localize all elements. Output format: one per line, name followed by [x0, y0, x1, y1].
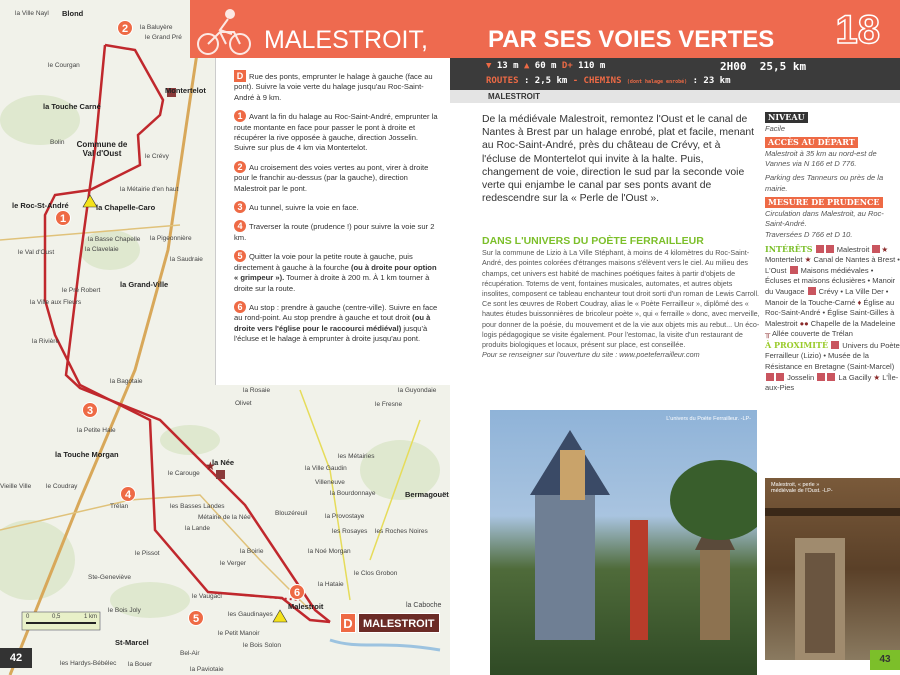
proximite-item: Univers du Poète Ferrailleur (Lizio) • Musée de la Résistance en Bretagne (Saint-Marcel)	[765, 340, 900, 372]
up-arrow-icon: ▲	[523, 61, 530, 71]
step-text: Traverser la route (prudence !) pour suivre la voie sur 2 km.	[234, 222, 435, 242]
map-label: Malestroit	[288, 602, 324, 611]
routes-value: : 2,5 km	[523, 76, 568, 86]
castle-icon	[766, 373, 774, 381]
map-label: la Petite Haie	[77, 427, 116, 434]
route-number: 18	[835, 8, 880, 52]
map-label: la Noé Morgan	[308, 548, 351, 555]
map-label: le Grand Pré	[145, 34, 182, 41]
castle-icon	[816, 245, 824, 253]
title-left: MALESTROIT,	[264, 26, 428, 54]
manor-icon	[808, 287, 816, 295]
step-marker: 3	[234, 201, 246, 213]
map-label: la Baluyère	[140, 24, 173, 31]
map-label: les Hardys-Bébélec	[60, 660, 117, 667]
info-sidebar	[765, 112, 900, 394]
map-label: la Chapelle-Caro	[96, 203, 156, 212]
proximite-list	[765, 340, 900, 394]
map-label: Blond	[62, 9, 84, 18]
castle-icon	[817, 373, 825, 381]
title-right: PAR SES VOIES VERTES	[488, 26, 775, 53]
acces-text: Malestroit à 35 km au nord-est de Vannes via N 166 et D 776.	[765, 148, 877, 169]
map-label: le Roc-St-André	[12, 201, 69, 210]
map-label: le Clos Grobon	[354, 570, 398, 577]
start-marker: D	[340, 613, 356, 633]
step	[234, 110, 438, 154]
warning-icon	[273, 610, 287, 622]
step-option: (ou à droite pour option « grimpeur »).	[234, 262, 437, 283]
scale-label: 1 km	[84, 614, 98, 620]
star-icon: ★	[873, 372, 881, 382]
manor-icon	[776, 373, 784, 381]
prudence-label: MESURE DE PRUDENCE	[765, 197, 883, 208]
step-text: Avant la fin du halage au Roc-Saint-André, emprunter la route montante en face pour passer le pont à droite et récupérer la rive opposée à gauche, direction Josselin. Suivre sur plus de 4 km via Montertelot.	[234, 112, 438, 153]
step-marker-6: 6	[289, 584, 305, 600]
step	[234, 301, 438, 345]
map-label: le Pissot	[135, 550, 160, 557]
photo-houses	[490, 410, 757, 675]
interet-item: Chapelle de la Madeleine	[810, 318, 896, 328]
proximite-item: Josselin	[787, 372, 815, 382]
interets-list	[765, 244, 900, 340]
photo-caption: L'univers du Poète Ferrailleur. -LP-	[666, 416, 751, 422]
map-label: St-Marcel	[115, 638, 149, 647]
start-location-bar: MALESTROIT	[450, 90, 900, 103]
map-label: la Rosaie	[243, 387, 271, 394]
map-label: la Rivière	[32, 338, 60, 345]
step-marker-1: 1	[55, 210, 71, 226]
map-label: Blouzéreuil	[275, 510, 308, 517]
acces-label: ACCÈS AU DÉPART	[765, 137, 858, 148]
map-label: la Bourdonnaye	[330, 490, 376, 497]
scale-label: 0	[26, 614, 30, 620]
monument-icon	[826, 245, 834, 253]
duration: 2H00	[720, 60, 747, 73]
map-label: Bel-Air	[180, 650, 200, 657]
route-header	[190, 0, 900, 58]
step	[234, 201, 438, 213]
map-label: la Ville Nayl	[15, 10, 49, 17]
map-label: le Pré Robert	[62, 287, 101, 294]
monument-icon	[790, 266, 798, 274]
interet-item: Crévy	[818, 286, 839, 296]
map-label: les Gaudinayes	[228, 611, 273, 618]
step-marker: 1	[234, 110, 246, 122]
feature-info: Pour se renseigner sur l'ouverture du site : www.poeteferrailleur.com	[482, 350, 700, 360]
map-label: le Crévy	[145, 153, 169, 160]
proximite-item: L'Île-aux-Pies	[765, 372, 899, 393]
step	[234, 220, 438, 243]
step-marker-5: 5	[188, 610, 204, 626]
river-oust	[330, 640, 440, 650]
interet-item: Église au Roc-Saint-André • Église Saint-Gilles à Malestroit	[765, 297, 895, 328]
map-label: la Basse Chapelle	[88, 236, 141, 243]
directions-box	[215, 58, 450, 385]
interets-label: INTÉRÊTS	[765, 243, 813, 254]
star-icon: ★	[881, 244, 889, 254]
map-label: Vieille Ville	[0, 483, 32, 490]
castle-icon	[872, 245, 880, 253]
monument-icon	[216, 470, 225, 479]
map-label: la Née	[212, 458, 235, 467]
niveau-value: Facile	[765, 123, 786, 133]
proximite-item: La Gacilly	[838, 372, 872, 382]
map-label: la Provostaye	[325, 513, 365, 520]
step-text: Au stop : prendre à gauche (centre-ville). Suivre en face au rond-point. Au stop prendre à gauche et tout droit	[234, 302, 438, 323]
map-label: la Saudraie	[170, 256, 203, 263]
map-label: le Bois Solon	[243, 642, 281, 649]
map-label: la Bouer	[128, 661, 153, 668]
map-label: le Fresne	[375, 401, 403, 408]
interet-item: Montertelot	[765, 255, 803, 265]
map-label: les Roches Noires	[375, 528, 428, 535]
map-label: le Verger	[220, 560, 247, 567]
start-label: MALESTROIT	[358, 613, 440, 633]
chemins-label: - CHEMINS	[572, 76, 622, 86]
map-label: Villeneuve	[315, 479, 345, 486]
map-label: la Bagotaie	[110, 378, 143, 385]
page-number-left: 42	[0, 648, 32, 668]
stats-bar	[450, 58, 900, 90]
step-text: Quitter la voie pour la petite route à gauche, puis directement à gauche à la fourche	[234, 252, 413, 272]
map-label: Montertelot	[165, 86, 206, 95]
step-marker: D	[234, 70, 246, 82]
gain-label: D+	[561, 61, 573, 71]
interet-item: • La Ville Der • Manoir de la Touche-Carné	[765, 286, 889, 307]
feature-title: DANS L'UNIVERS DU POÈTE FERRAILLEUR	[482, 235, 704, 247]
prudence-text: Traversées D 766 et D 10.	[765, 229, 853, 239]
step-text: Au croisement des voies vertes au pont, virer à droite pour le franchir au-dessus (par la gauche), direction Malestroit par le pont.	[234, 162, 429, 193]
cyclist-icon	[194, 6, 254, 56]
map-label: la Guyondaie	[398, 387, 437, 394]
step-marker: 4	[234, 220, 246, 232]
star-icon: ★	[205, 459, 216, 473]
warning-icon	[83, 195, 97, 207]
step	[234, 161, 438, 194]
step-marker-4: 4	[120, 486, 136, 502]
photo-timber-house	[765, 478, 900, 660]
map-label: la Clavelaie	[85, 246, 119, 253]
map-label: les Métairies	[338, 453, 375, 460]
step-text: Rue des ponts, emprunter le halage à gauche (face au pont). Suivre la voie verte du halage jusqu'au Roc-Saint-André à 9 km.	[234, 72, 433, 102]
step-marker-3: 3	[82, 402, 98, 418]
map-label: Ste-Geneviève	[88, 574, 131, 581]
map-label: la Métairie d'en haut	[120, 186, 179, 193]
map-label: le Bois Joly	[108, 607, 141, 614]
map-label: Bolin	[50, 139, 65, 146]
feature-body: Sur la commune de Lizio à La Ville Stéphant, à moins de 4 kilomètres du Roc-Saint-André, des pointes colorées d'étranges maisons s'élèvent vers le ciel. Au milieu des champs, cet univers est habité de machines poétiques faites à partir d'objets de récupération. Totems de vent, fontaines musicales, automates, et autres objets insolites, composent ce tableau enchanteur tout droit sorti d'un roman de Lewis Carroll. Ce sont les œuvres de Robert Coudray, alias le « Poète Ferrailleur », diplômé des « hautes études buissonnières de bricoleur poète », qui « ferraille » donc, avec merveille, pour donner de la poésie, du mouvement et de la vie aux objets mis au rebut... Un éco-logis pédagogique se visite également. Pour l'estomac, la visite d'un restaurant de produits biologiques et locaux, présent sur place, est conseillée.	[482, 248, 760, 350]
interet-item: • Écluses et maisons éclusières • Manoir du Vaugace	[765, 265, 896, 296]
map-label: la Boirie	[240, 548, 264, 555]
step-marker-2: 2	[117, 20, 133, 36]
map-label: le Val d'Oust	[18, 249, 55, 256]
interet-item: Malestroit	[836, 244, 870, 254]
step-option: (ou à droite vers l'église pour le raccourci médiéval)	[234, 313, 431, 333]
map-label: la Grand-Ville	[120, 280, 169, 289]
map-label: la Touche Carné	[43, 102, 101, 111]
map-label: le Vaugaci	[192, 593, 222, 600]
interet-item: Allée couverte de Trélan	[772, 329, 853, 339]
chemins-value: : 23 km	[692, 76, 731, 86]
map-label: la Lande	[185, 525, 210, 532]
map-label: la Hataie	[318, 581, 344, 588]
museum-icon	[827, 373, 835, 381]
map-label: les Rosayes	[332, 528, 368, 535]
museum-icon	[831, 341, 839, 349]
photo-poete-ferrailleur	[490, 410, 757, 675]
star-icon: ★	[804, 255, 812, 265]
map-label: Commune de Val d'Oust	[76, 140, 128, 158]
map-label: la Touche Morgan	[55, 450, 119, 459]
distance: 25,5 km	[759, 60, 807, 73]
map-label: le Coudray	[46, 483, 78, 490]
map-label: la Ville aux Fleurs	[30, 299, 82, 306]
map-label: le Courgan	[48, 62, 80, 69]
map-label: la Ville Gaudin	[305, 465, 347, 472]
step	[234, 250, 438, 294]
step	[234, 70, 438, 103]
intro-paragraph: De la médiévale Malestroit, remontez l'Oust et le canal de Nantes à Brest par un halage enrobé, plat et facile, menant au Roc-Saint-André, près du château de Crévy, et à l'écluse de Montertelot qui invite à la halte. Puis, changement de voie, direction le sud par la seconde voie verte qui enjambe le canal par ses ponts avant de redescendre sur la « Perle de l'Oust ».	[482, 114, 755, 205]
map-label: la Caboche	[406, 602, 442, 609]
routes-label: ROUTES	[486, 76, 519, 86]
step-marker: 5	[234, 250, 246, 262]
map-label: les Basses Landes	[170, 503, 225, 510]
step-text: jusqu'à l'écluse et le halage à emprunter à droite jusqu'au pont.	[234, 323, 428, 344]
interet-item: Canal de Nantes à Brest • L'Oust	[765, 255, 900, 275]
photo-malestroit	[765, 478, 900, 660]
acces-text: Parking des Tanneurs ou près de la mairie.	[765, 172, 884, 193]
chapel-icon: ●●	[799, 318, 809, 328]
step-text: Au tunnel, suivre la voie en face.	[249, 203, 359, 213]
down-arrow-icon: ▼	[486, 61, 492, 71]
church-icon: ♦	[857, 297, 862, 307]
map-label: Olivet	[235, 400, 252, 407]
map-label: la Pigeonnière	[150, 235, 192, 242]
page-number-right: 43	[870, 650, 900, 670]
prudence-text: Circulation dans Malestroit, au Roc-Saint-André.	[765, 208, 884, 229]
alt-max: 60 m	[534, 61, 557, 71]
dolmen-icon: ╥	[765, 329, 771, 339]
proximite-label: À PROXIMITÉ	[765, 339, 829, 350]
map-label: la Paviotaie	[190, 666, 224, 673]
elevation-gain: 110 m	[578, 61, 606, 71]
step-text: Tourner à droite à 200 m. À 1 km tourner à droite sur la route.	[234, 273, 430, 293]
scale-label: 0,5	[52, 614, 61, 620]
step-marker: 6	[234, 301, 246, 313]
feature-box	[482, 236, 760, 360]
map-label: Métairie de la Née	[198, 514, 251, 521]
niveau-label: NIVEAU	[765, 112, 808, 123]
map-label: Trélan	[110, 503, 129, 510]
photo-caption: Malestroit, « perle » médiévale de l'Oust. -LP-	[771, 482, 833, 494]
chemins-note: (dont halage enrobé)	[626, 79, 688, 85]
map-label: le Petit Manoir	[218, 630, 260, 637]
map-label: Bermagouët	[405, 490, 449, 499]
map-label: le Carouge	[168, 470, 200, 477]
step-marker: 2	[234, 161, 246, 173]
interet-item: Maisons médiévales	[800, 265, 869, 275]
alt-min: 13 m	[496, 61, 519, 71]
